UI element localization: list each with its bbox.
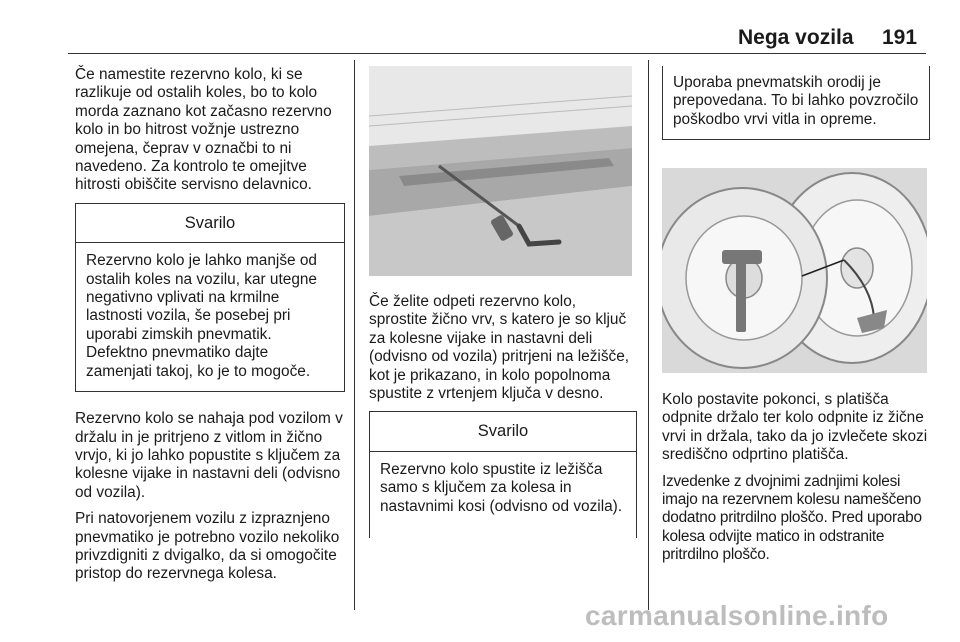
header-divider bbox=[68, 53, 926, 54]
page-number: 191 bbox=[882, 26, 918, 49]
notice-box: Uporaba pnevmatskih orodij je prepovedana. To bi lahko povzročilo poškodbo vrvi vitla in opreme. bbox=[662, 66, 930, 140]
col1-paragraph-2: Rezervno kolo se nahaja pod vozilom v držalu in je pritrjeno z vitlom in žično vrvjo, ki jo lahko popustite s ključem za kolesne vijake in nastavni deli (odvisno od vozila). bbox=[75, 410, 343, 501]
col1-paragraph-1: Če namestite rezervno kolo, ki se razlikuje od ostalih koles, bo to kolo morda zaznano kot začasno rezervno kolo in bo hitrost vožnje ustrezno omejena, čeprav v označbi to ni navedeno. Za kontrolo te omejitve hitrosti obiščite servisno delavnico. bbox=[75, 66, 332, 194]
page-header-title: Nega vozila bbox=[738, 26, 854, 49]
watermark-text: carmanualsonline.info bbox=[585, 600, 889, 631]
winch-wrench-illustration bbox=[369, 66, 632, 276]
column-divider-2 bbox=[648, 60, 649, 610]
warning-box-2 bbox=[369, 411, 637, 538]
spare-wheel-illustration bbox=[662, 168, 927, 373]
column-divider-1 bbox=[354, 60, 355, 610]
col3-paragraph-2: Izvedenke z dvojnimi zadnjimi kolesi imajo na rezervnem kolesu nameščeno dodatno pritrdilno ploščo. Pred uporabo kolesa odvijte matico in odstranite pritrdilno ploščo. bbox=[662, 472, 922, 564]
column-3 bbox=[662, 66, 930, 140]
warning-text-2: Rezervno kolo spustite iz ležišča samo s ključem za kolesa in nastavnimi kosi (odvisno od vozila). bbox=[380, 460, 623, 515]
col2-paragraph-1: Če želite odpeti rezervno kolo, sprostite žično vrv, s katero je so ključ za kolesne vijake in nastavni deli (odvisno od vozila) pritrjeni na ležišče, kot je prikazano, in kolo popolnoma spustite z vrtenjem ključa v desno. bbox=[369, 293, 630, 403]
figure-spare-wheel bbox=[662, 168, 927, 373]
column-2 bbox=[369, 293, 637, 538]
warning-title-2: Svarilo bbox=[370, 412, 636, 451]
col1-paragraph-3: Pri natovorjenem vozilu z izpraznjeno pnevmatiko je potrebno vozilo nekoliko privzdigniti z dvigalko, da si omogočite pristop do rezervnega kolesa. bbox=[75, 510, 340, 583]
figure-winch-wrench bbox=[369, 66, 632, 276]
warning-title-1: Svarilo bbox=[76, 204, 344, 243]
column-3-lower bbox=[662, 391, 930, 573]
col3-paragraph-1: Kolo postavite pokonci, s platišča odpnite držalo ter kolo odpnite iz žične vrvi in držala, tako da jo izvlečete skozi središčno odprtino platišča. bbox=[662, 391, 928, 464]
warning-text-1: Rezervno kolo je lahko manjše od ostalih koles na vozilu, kar utegne negativno vplivati na krmilne lastnosti vozila, še posebej pri uporabi zimskih pnevmatik. Defektno pnevmatiko dajte zamenjati takoj, ko je to mogoče. bbox=[86, 252, 317, 380]
column-1 bbox=[75, 66, 345, 592]
warning-box-1 bbox=[75, 203, 345, 392]
